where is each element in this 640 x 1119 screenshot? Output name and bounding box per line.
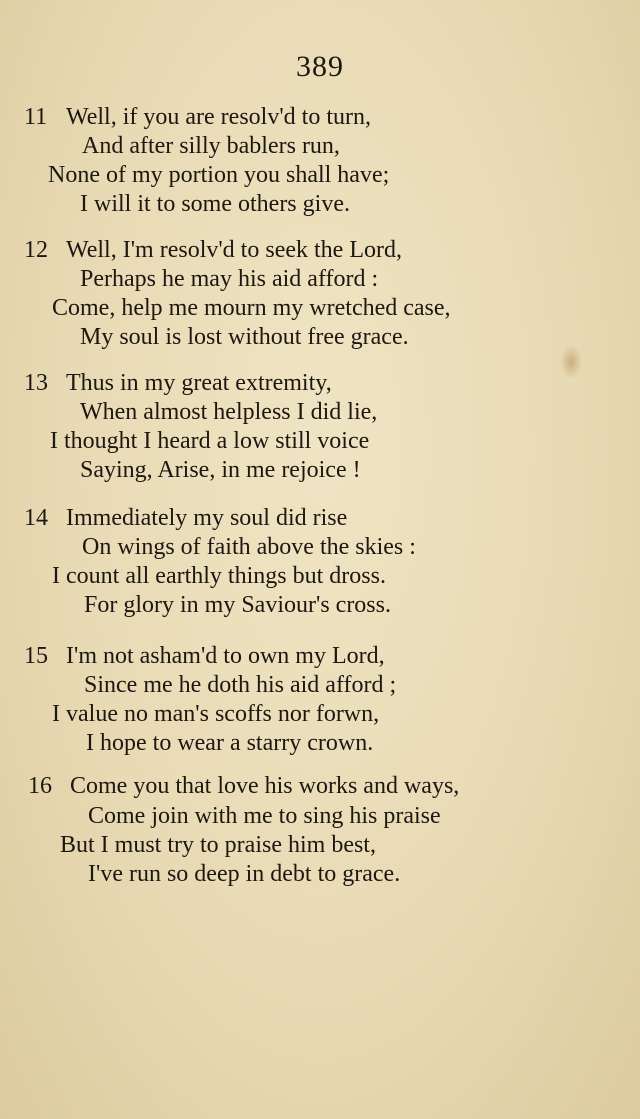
verse-line: I value no man's scoffs nor forwn,: [52, 701, 380, 727]
verse-line: I've run so deep in debt to grace.: [88, 861, 401, 887]
verse-line: [24, 642, 385, 670]
verse-line: [24, 504, 347, 532]
verse-line: Come join with me to sing his praise: [88, 803, 441, 829]
page-number: 389: [296, 50, 344, 83]
verse-line: [24, 103, 371, 131]
stanza-number: 13: [24, 370, 48, 396]
verse-text: Well, I'm resolv'd to seek the Lord,: [66, 237, 402, 263]
verse-line: And after silly bablers run,: [82, 133, 340, 159]
verse-line: Since me he doth his aid afford ;: [84, 672, 397, 698]
verse-line: For glory in my Saviour's cross.: [84, 592, 391, 618]
verse-text: Come you that love his works and ways,: [70, 773, 460, 799]
verse-text: Thus in my great extremity,: [66, 370, 332, 396]
verse-line: I thought I heard a low still voice: [50, 428, 370, 454]
verse-text: I'm not asham'd to own my Lord,: [66, 643, 385, 669]
verse-line: I hope to wear a starry crown.: [86, 730, 374, 756]
stanza-number: 16: [28, 773, 52, 799]
stanza-number: 15: [24, 643, 48, 669]
paper-stain: [560, 345, 582, 379]
stanza-number: 11: [24, 104, 48, 130]
verse-text: Immediately my soul did rise: [66, 505, 348, 531]
verse-line: None of my portion you shall have;: [48, 162, 390, 188]
verse-line: My soul is lost without free grace.: [80, 324, 409, 350]
verse-line: [24, 236, 402, 264]
stanza-number: 12: [24, 237, 48, 263]
verse-line: On wings of faith above the skies :: [82, 534, 416, 560]
verse-line: When almost helpless I did lie,: [80, 399, 378, 425]
verse-line: But I must try to praise him best,: [60, 832, 376, 858]
verse-line: Perhaps he may his aid afford :: [80, 266, 379, 292]
verse-line: Saying, Arise, in me rejoice !: [80, 457, 361, 483]
verse-line: Come, help me mourn my wretched case,: [52, 295, 451, 321]
verse-text: Well, if you are resolv'd to turn,: [66, 104, 371, 130]
verse-line: I will it to some others give.: [80, 191, 350, 217]
stanza-number: 14: [24, 505, 48, 531]
verse-line: I count all earthly things but dross.: [52, 563, 386, 589]
verse-line: [24, 369, 332, 397]
verse-line: [28, 772, 459, 800]
